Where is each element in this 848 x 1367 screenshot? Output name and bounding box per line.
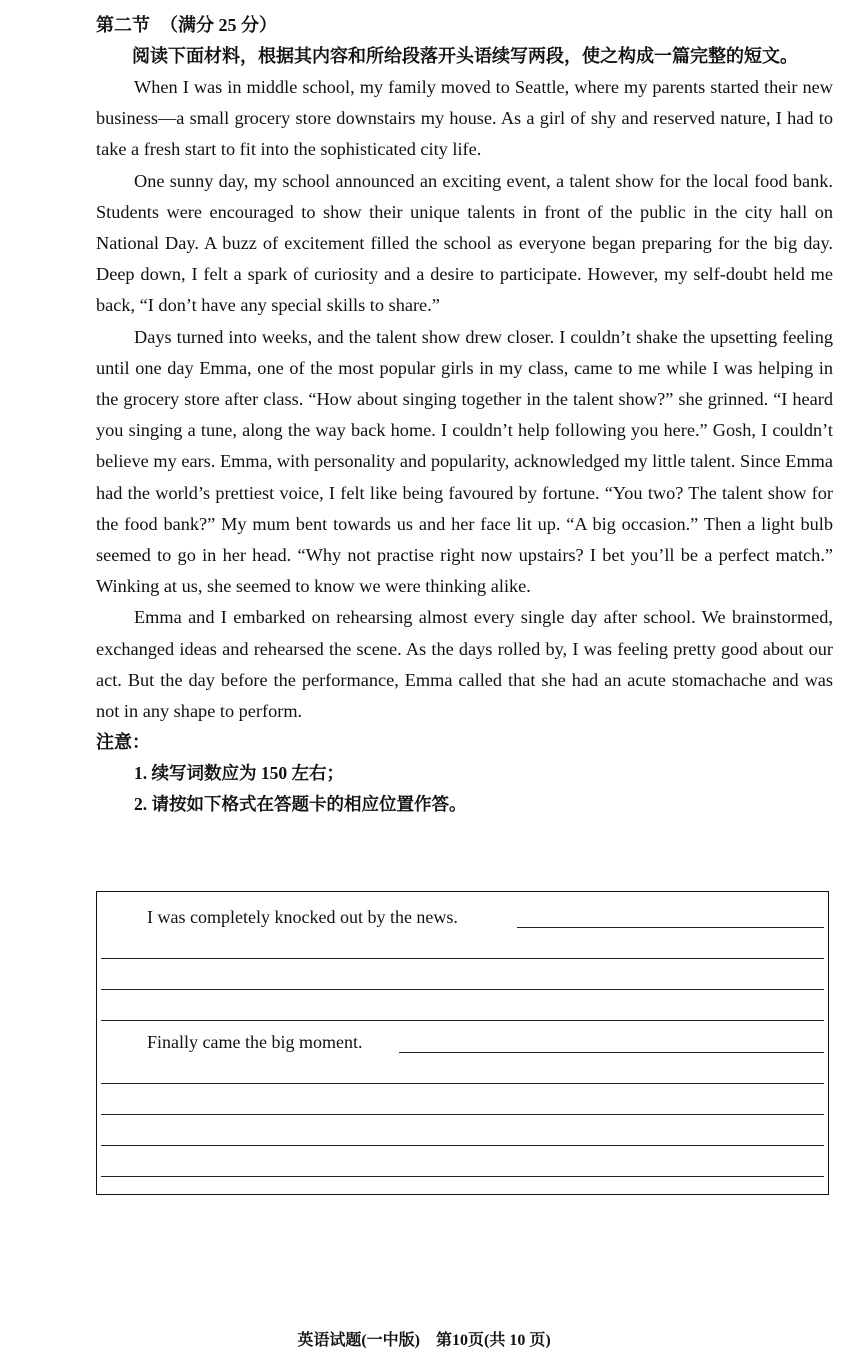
- passage-paragraph-3: Days turned into weeks, and the talent show drew closer. I couldn’t shake the upsetting feeling until one day Emma, one of the most popular girls in my class, came to me while I was helping in the grocery store after class. “How about singing together in the talent show?” she grinned. “I heard you singing a tune, along the way back home. I couldn’t help following you here.” Gosh, I couldn’t believe my ears. Emma, with personality and popularity, acknowledged my little talent. Since Emma had the world’s prettiest voice, I felt like being favoured by fortune. “You two? The talent show for the food bank?” My mum bent towards us and her face lit up. “A big occasion.” Then a light bulb seemed to go in her head. “Why not practise right now upstairs? I bet you’ll be a perfect match.” Winking at us, she seemed to know we were thinking alike.: [96, 326, 833, 597]
- note-item-1: 1. 续写词数应为 150 左右；: [134, 763, 344, 784]
- writing-line: [101, 1145, 824, 1146]
- section-score: （满分 25 分）: [160, 15, 277, 35]
- passage-paragraph-1: When I was in middle school, my family moved to Seattle, where my parents started their new business—a small grocery store downstairs my house. As a girl of shy and reserved nature, I had to take a fresh start to fit into the sophisticated city life.: [96, 77, 833, 160]
- writing-line: [399, 1052, 824, 1053]
- writing-line: [101, 1176, 824, 1177]
- task-instruction: 阅读下面材料，根据其内容和所给段落开头语续写两段，使之构成一篇完整的短文。: [132, 46, 798, 66]
- paragraph-starter-1: I was completely knocked out by the news.: [147, 906, 462, 928]
- page-footer: 英语试题(一中版) 第10页(共 10 页): [297, 1332, 551, 1349]
- writing-line: [101, 1114, 824, 1115]
- writing-line: [101, 1020, 824, 1021]
- paragraph-starter-2: Finally came the big moment.: [147, 1031, 366, 1053]
- passage-paragraph-2: One sunny day, my school announced an exciting event, a talent show for the local food bank. Students were encouraged to show their unique talents in front of the public in the city hall on National Day. A buzz of excitement filled the school as everyone began preparing for the big day. Deep down, I felt a spark of curiosity and a desire to participate. However, my self-doubt held me back, “I don’t have any special skills to share.”: [96, 170, 833, 316]
- section-title: 第二节: [96, 15, 150, 35]
- notes-title: 注意：: [96, 732, 150, 753]
- passage-paragraph-4: Emma and I embarked on rehearsing almost every single day after school. We brainstormed, exchanged ideas and rehearsed the scene. As the days rolled by, I was feeling pretty good about our act. But the day before the performance, Emma called that she had an acute stomachache and was not in any shape to perform.: [96, 607, 833, 722]
- section-header: [96, 10, 833, 41]
- writing-line: [517, 927, 824, 928]
- note-item-2: 2. 请按如下格式在答题卡的相应位置作答。: [134, 794, 467, 815]
- answer-box: [96, 891, 829, 1195]
- writing-line: [101, 1083, 824, 1084]
- exam-page: [96, 10, 833, 820]
- notes-section: [96, 727, 833, 820]
- writing-line: [101, 989, 824, 990]
- writing-line: [101, 958, 824, 959]
- reading-passage: [96, 72, 833, 727]
